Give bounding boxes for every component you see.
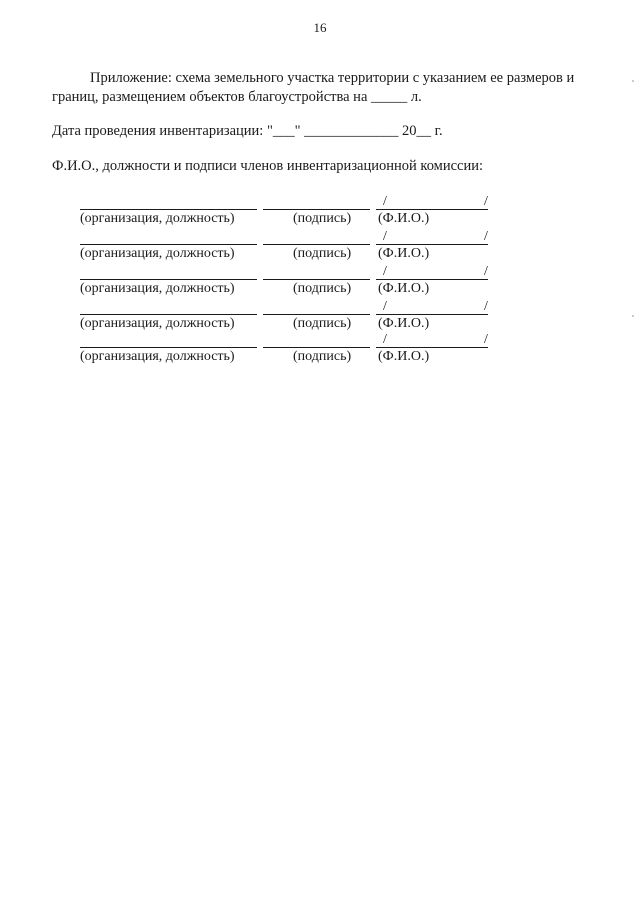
full-name-line	[376, 244, 488, 245]
commission-members-heading: Ф.И.О., должности и подписи членов инвентаризационной комиссии:	[52, 158, 484, 174]
slash-mark: /	[383, 229, 387, 244]
signature-line	[263, 347, 370, 348]
signature-row	[0, 300, 640, 336]
signature-line	[263, 244, 370, 245]
signature-row	[0, 195, 640, 231]
signature-label: (подпись)	[293, 316, 352, 331]
slash-mark: /	[484, 332, 488, 347]
slash-mark: /	[484, 194, 488, 209]
organization-position-label: (организация, должность)	[80, 211, 235, 226]
full-name-label: (Ф.И.О.)	[378, 349, 430, 364]
inventory-date-line: Дата проведения инвентаризации: "___" _____________ 20__ г.	[52, 123, 443, 139]
scan-speck	[632, 315, 634, 317]
full-name-line	[376, 347, 488, 348]
organization-position-label: (организация, должность)	[80, 316, 235, 331]
appendix-paragraph: Приложение: схема земельного участка территории с указанием ее размеров и границ, размещением объектов благоустройства на _____ л.	[52, 70, 575, 105]
full-name-label: (Ф.И.О.)	[378, 281, 430, 296]
full-name-line	[376, 279, 488, 280]
organization-position-label: (организация, должность)	[80, 246, 235, 261]
signature-line	[263, 314, 370, 315]
signature-label: (подпись)	[293, 349, 352, 364]
scan-speck	[632, 80, 634, 82]
page-number: 16	[313, 20, 327, 35]
slash-mark: /	[383, 299, 387, 314]
slash-mark: /	[484, 229, 488, 244]
signature-label: (подпись)	[293, 281, 352, 296]
full-name-label: (Ф.И.О.)	[378, 316, 430, 331]
full-name-line	[376, 209, 488, 210]
organization-position-line	[80, 279, 257, 280]
slash-mark: /	[383, 332, 387, 347]
organization-position-line	[80, 347, 257, 348]
signature-label: (подпись)	[293, 211, 352, 226]
organization-position-label: (организация, должность)	[80, 281, 235, 296]
full-name-label: (Ф.И.О.)	[378, 246, 430, 261]
signature-row	[0, 230, 640, 266]
signature-line	[263, 279, 370, 280]
signature-line	[263, 209, 370, 210]
slash-mark: /	[383, 264, 387, 279]
slash-mark: /	[484, 264, 488, 279]
full-name-label: (Ф.И.О.)	[378, 211, 430, 226]
slash-mark: /	[383, 194, 387, 209]
full-name-line	[376, 314, 488, 315]
signature-row	[0, 333, 640, 369]
organization-position-line	[80, 244, 257, 245]
organization-position-line	[80, 209, 257, 210]
organization-position-label: (организация, должность)	[80, 349, 235, 364]
signature-label: (подпись)	[293, 246, 352, 261]
signature-row	[0, 265, 640, 301]
slash-mark: /	[484, 299, 488, 314]
organization-position-line	[80, 314, 257, 315]
